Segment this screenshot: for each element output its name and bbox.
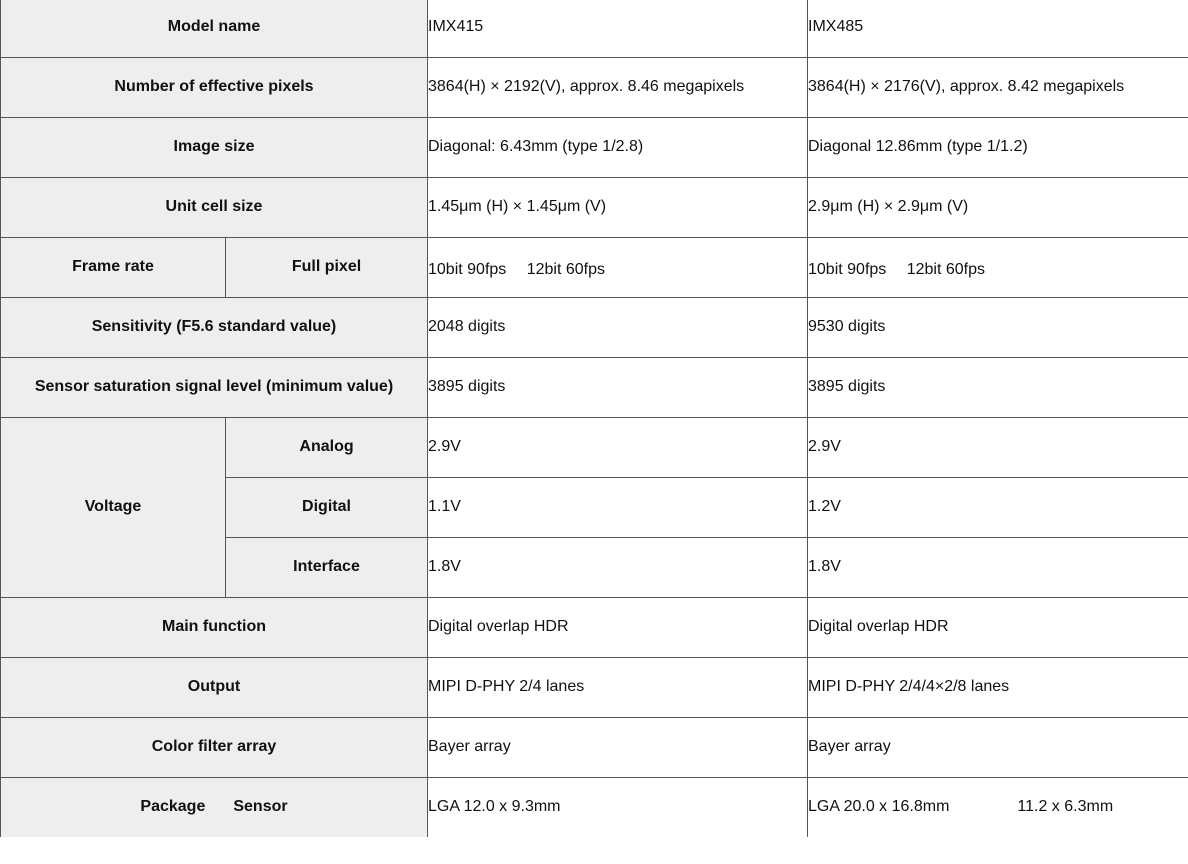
row-label-voltage: Voltage xyxy=(1,417,226,597)
imx485-unit-cell: 2.9μm (H) × 2.9μm (V) xyxy=(808,177,1188,237)
row-label-main-function: Main function xyxy=(1,597,428,657)
imx485-frame-rate: 10bit 90fps 12bit 60fps xyxy=(808,237,1188,297)
imx415-saturation: 3895 digits xyxy=(428,357,808,417)
row-label-output: Output xyxy=(1,657,428,717)
table-row-image-size xyxy=(1,117,1188,177)
table-row-output xyxy=(1,657,1188,717)
imx485-voltage-interface: 1.8V xyxy=(808,537,1188,597)
row-label-effective-pixels: Number of effective pixels xyxy=(1,57,428,117)
table-row-saturation xyxy=(1,357,1188,417)
imx485-package-cell xyxy=(808,777,1188,837)
table-row-package xyxy=(1,777,1188,837)
table-row-effective-pixels xyxy=(1,57,1188,117)
imx485-saturation: 3895 digits xyxy=(808,357,1188,417)
imx485-effective-pixels: 3864(H) × 2176(V), approx. 8.42 megapixels xyxy=(808,57,1188,117)
imx485-image-size: Diagonal 12.86mm (type 1/1.2) xyxy=(808,117,1188,177)
table-row-color-filter xyxy=(1,717,1188,777)
row-label-saturation: Sensor saturation signal level (minimum value) xyxy=(1,357,428,417)
imx415-voltage-interface: 1.8V xyxy=(428,537,808,597)
table-row-unit-cell xyxy=(1,177,1188,237)
imx485-output: MIPI D-PHY 2/4/4×2/8 lanes xyxy=(808,657,1188,717)
imx415-main-function: Digital overlap HDR xyxy=(428,597,808,657)
imx485-model-name: IMX485 xyxy=(808,0,1188,57)
row-label-unit-cell: Unit cell size xyxy=(1,177,428,237)
imx415-frame-rate: 10bit 90fps 12bit 60fps xyxy=(428,237,808,297)
row-label-model-name: Model name xyxy=(1,0,428,57)
imx415-package: LGA 12.0 x 9.3mm xyxy=(428,777,808,837)
imx485-voltage-digital: 1.2V xyxy=(808,477,1188,537)
imx415-voltage-digital: 1.1V xyxy=(428,477,808,537)
row-label-frame-rate: Frame rate xyxy=(1,237,226,297)
row-sublabel-full-pixel: Full pixel xyxy=(226,237,428,297)
imx415-effective-pixels: 3864(H) × 2192(V), approx. 8.46 megapixels xyxy=(428,57,808,117)
row-sublabel-sensor: Sensor xyxy=(233,798,288,816)
imx485-package-extra: 11.2 x 6.3mm xyxy=(1017,798,1114,816)
row-sublabel-digital: Digital xyxy=(226,477,428,537)
imx485-main-function: Digital overlap HDR xyxy=(808,597,1188,657)
table-row-frame-rate xyxy=(1,237,1188,297)
imx415-image-size: Diagonal: 6.43mm (type 1/2.8) xyxy=(428,117,808,177)
imx485-sensitivity: 9530 digits xyxy=(808,297,1188,357)
imx415-unit-cell: 1.45μm (H) × 1.45μm (V) xyxy=(428,177,808,237)
imx415-model-name: IMX415 xyxy=(428,0,808,57)
table-row-main-function xyxy=(1,597,1188,657)
imx485-voltage-analog: 2.9V xyxy=(808,417,1188,477)
table-row-model-name xyxy=(1,0,1188,57)
row-sublabel-analog: Analog xyxy=(226,417,428,477)
imx485-color-filter: Bayer array xyxy=(808,717,1188,777)
table-row-voltage-analog xyxy=(1,417,1188,477)
row-sublabel-interface: Interface xyxy=(226,537,428,597)
row-label-color-filter: Color filter array xyxy=(1,717,428,777)
imx415-color-filter: Bayer array xyxy=(428,717,808,777)
imx485-package: LGA 20.0 x 16.8mm xyxy=(808,798,950,816)
row-label-package-cell xyxy=(1,777,428,837)
row-label-package: Package xyxy=(140,798,206,816)
imx415-sensitivity: 2048 digits xyxy=(428,297,808,357)
imx415-voltage-analog: 2.9V xyxy=(428,417,808,477)
table-row-sensitivity xyxy=(1,297,1188,357)
row-label-image-size: Image size xyxy=(1,117,428,177)
imx415-output: MIPI D-PHY 2/4 lanes xyxy=(428,657,808,717)
row-label-sensitivity: Sensitivity (F5.6 standard value) xyxy=(1,297,428,357)
